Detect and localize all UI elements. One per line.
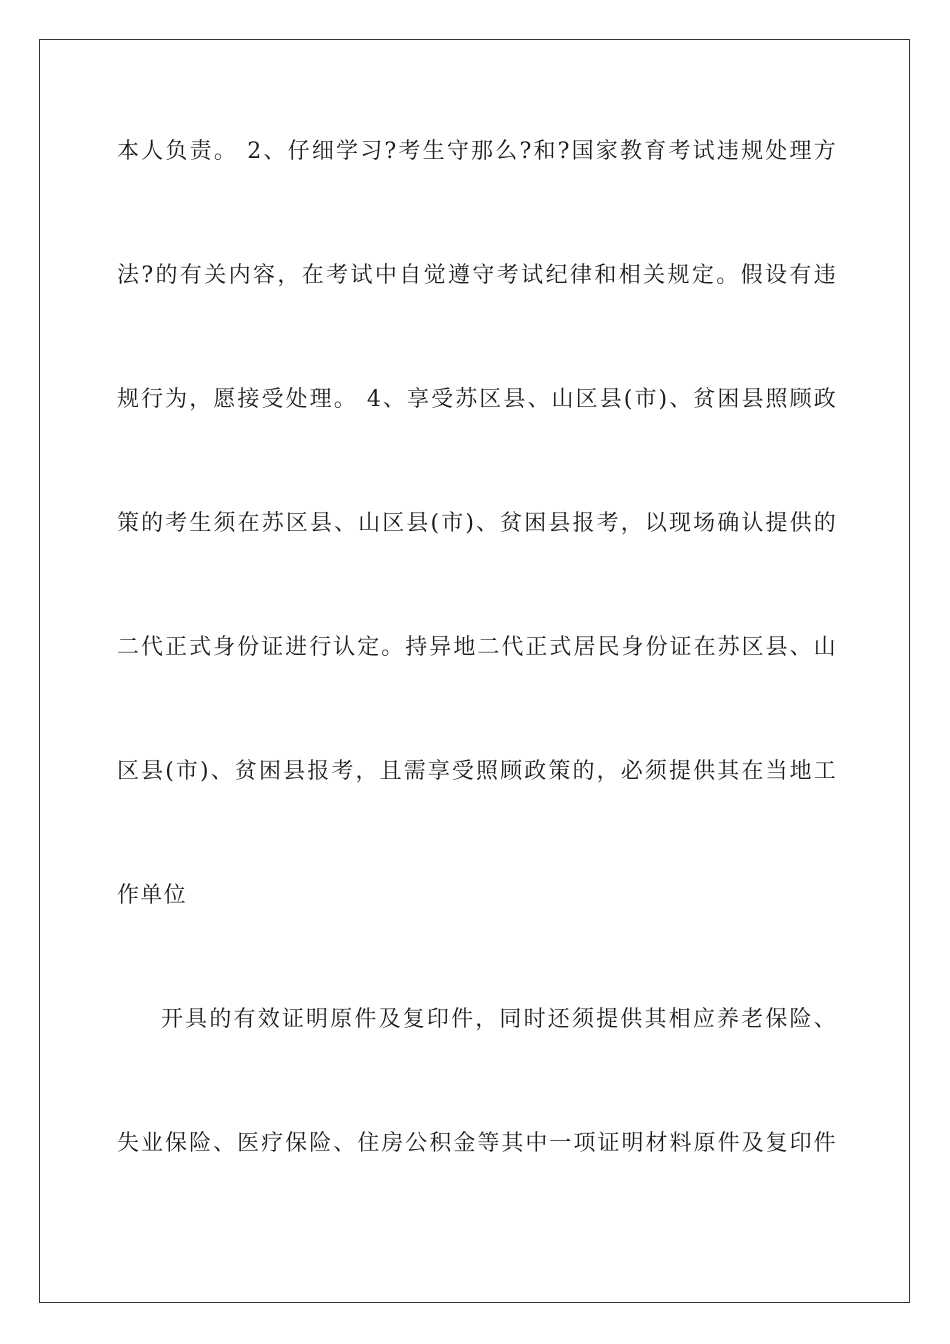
text-line: 本人负责。 2、仔细学习?考生守那么?和?国家教育考试违规处理方 bbox=[117, 139, 837, 164]
text-line: 规行为，愿接受处理。 4、享受苏区县、山区县(市)、贫困县照顾政 bbox=[117, 387, 837, 412]
paragraph-start-line: 开具的有效证明原件及复印件，同时还须提供其相应养老保险、 bbox=[161, 1007, 837, 1032]
text-line: 区县(市)、贫困县报考，且需享受照顾政策的，必须提供其在当地工 bbox=[117, 759, 837, 784]
text-line: 作单位 bbox=[117, 883, 187, 908]
text-line: 策的考生须在苏区县、山区县(市)、贫困县报考，以现场确认提供的 bbox=[117, 511, 837, 536]
text-line: 二代正式身份证进行认定。持异地二代正式居民身份证在苏区县、山 bbox=[117, 635, 837, 660]
page-border bbox=[39, 39, 910, 1303]
text-line: 失业保险、医疗保险、住房公积金等其中一项证明材料原件及复印件 bbox=[117, 1131, 837, 1156]
text-line: 法?的有关内容，在考试中自觉遵守考试纪律和相关规定。假设有违 bbox=[117, 263, 837, 288]
